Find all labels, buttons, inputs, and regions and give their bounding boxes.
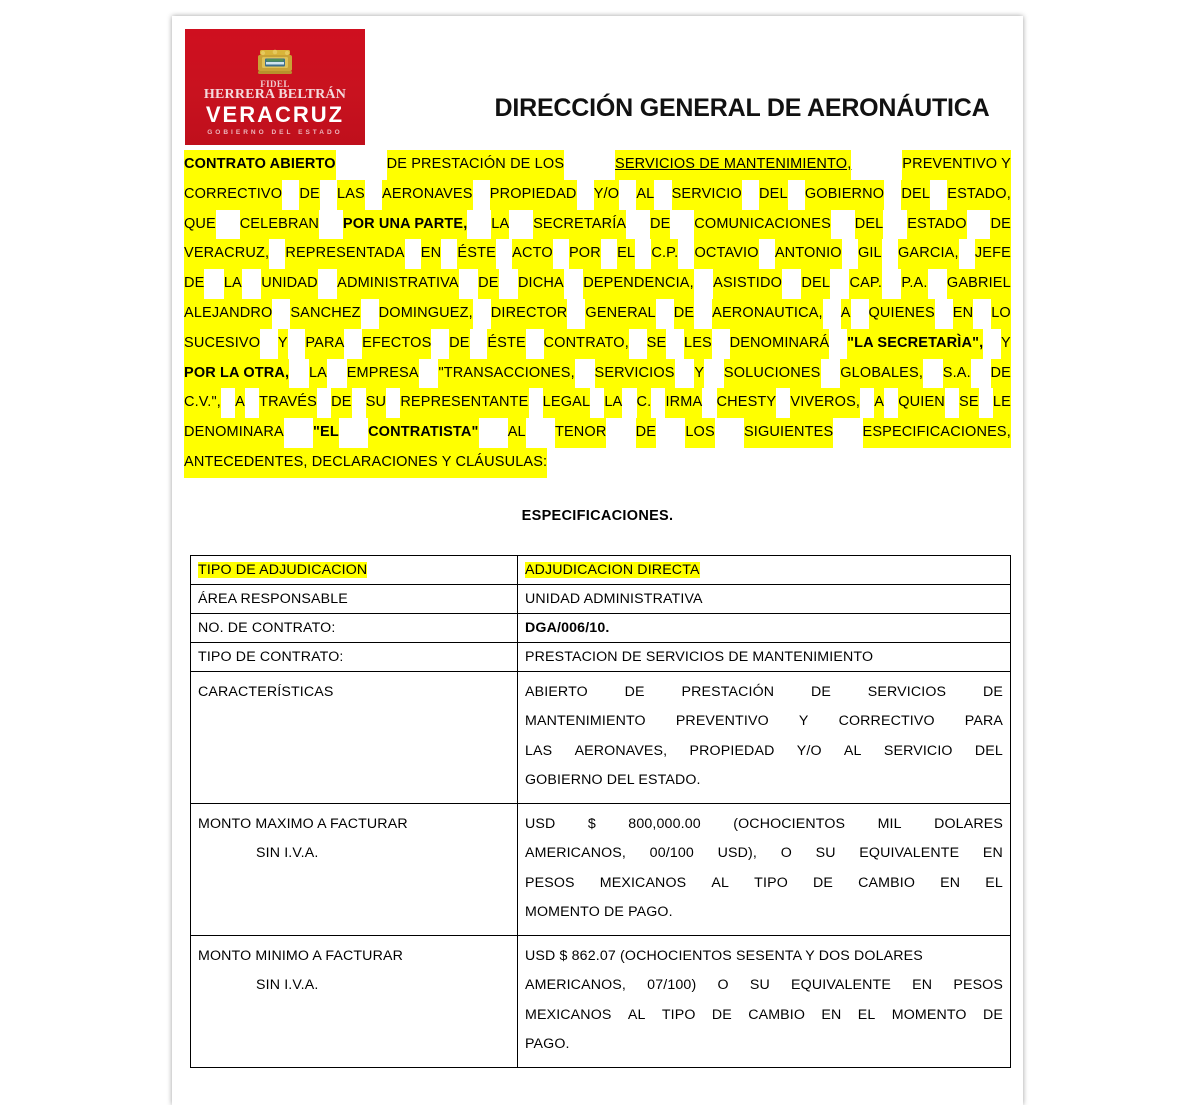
preamble-word: C.V.", bbox=[184, 388, 221, 418]
table-value-word: PESOS bbox=[953, 977, 1003, 994]
table-value-word: PREVENTIVO bbox=[675, 713, 769, 730]
table-value-word: PESOS bbox=[525, 874, 575, 891]
table-value-line bbox=[525, 942, 1003, 972]
preamble-word: POR bbox=[569, 239, 601, 269]
table-value-word: USD bbox=[525, 815, 556, 832]
coat-of-arms-icon bbox=[256, 47, 294, 77]
table-value-word: EN bbox=[912, 977, 933, 994]
preamble-word: JEFE bbox=[975, 239, 1011, 269]
table-value-word: DEL bbox=[974, 742, 1003, 759]
table-value-word: AMERICANOS, bbox=[525, 977, 626, 994]
preamble-word: DIRECTOR bbox=[491, 299, 568, 329]
table-value-word: MIL bbox=[877, 815, 902, 832]
table-value-word: O bbox=[780, 845, 792, 862]
table-row bbox=[191, 584, 1011, 613]
table-value-word: EN bbox=[982, 845, 1003, 862]
preamble-word: SERVICIOS DE MANTENIMIENTO, bbox=[615, 150, 851, 180]
preamble-word: LOS bbox=[685, 418, 714, 448]
preamble-word: LES bbox=[684, 329, 712, 359]
table-cell-value bbox=[518, 803, 1011, 935]
preamble-word: "EL bbox=[313, 418, 339, 448]
table-value-word: SU bbox=[749, 977, 770, 994]
preamble-word: ESTADO, bbox=[947, 180, 1011, 210]
table-cell-value bbox=[518, 671, 1011, 803]
table-label-text: TIPO DE ADJUDICACION bbox=[198, 561, 368, 578]
table-value-line bbox=[525, 648, 1003, 666]
table-value-word: MOMENTO DE PAGO. bbox=[525, 904, 673, 921]
table-label-subtext: SIN I.V.A. bbox=[256, 977, 319, 994]
table-value-word: SERVICIOS bbox=[867, 683, 947, 700]
table-value-word: DOLARES bbox=[934, 815, 1003, 832]
preamble-word: ÉSTE bbox=[487, 329, 525, 359]
table-value-word: 00/100 bbox=[649, 845, 694, 862]
table-value-word: LAS bbox=[525, 742, 553, 759]
preamble-word: ASISTIDO bbox=[713, 269, 782, 299]
table-value-word: EL bbox=[857, 1006, 876, 1023]
preamble-word: EFECTOS bbox=[362, 329, 431, 359]
table-label-text: MONTO MAXIMO A FACTURAR bbox=[198, 815, 408, 832]
preamble-word: DOMINGUEZ, bbox=[379, 299, 473, 329]
preamble-word: SECRETARÍA bbox=[533, 210, 626, 240]
preamble-line bbox=[184, 388, 1011, 418]
table-value-line bbox=[525, 766, 1003, 796]
preamble-word: SE bbox=[647, 329, 667, 359]
preamble-word: Y bbox=[1001, 329, 1011, 359]
table-value-line bbox=[525, 1030, 1003, 1060]
preamble-line bbox=[184, 150, 1011, 180]
table-value-word: MEXICANOS bbox=[599, 874, 687, 891]
table-value-line bbox=[525, 737, 1003, 767]
preamble-word: S.A. bbox=[943, 359, 971, 389]
preamble-word: QUIENES bbox=[869, 299, 935, 329]
preamble-word: VIVEROS, bbox=[790, 388, 860, 418]
preamble-line bbox=[184, 269, 1011, 299]
table-value-word: EQUIVALENTE bbox=[791, 977, 891, 994]
preamble-word: SERVICIOS bbox=[595, 359, 675, 389]
preamble-word: QUIEN bbox=[898, 388, 945, 418]
preamble-word: EL bbox=[617, 239, 635, 269]
table-value-word: USD $ 862.07 (OCHOCIENTOS SESENTA Y DOS DOLARES bbox=[525, 947, 923, 964]
preamble-word: A bbox=[235, 388, 245, 418]
preamble-word: POR LA OTRA, bbox=[184, 359, 289, 389]
preamble-word: SERVICIO bbox=[672, 180, 742, 210]
preamble-word: DEL bbox=[901, 180, 930, 210]
table-row bbox=[191, 803, 1011, 935]
table-value-word: DE bbox=[711, 1006, 732, 1023]
preamble-word: DE bbox=[636, 418, 656, 448]
preamble-word: CONTRATO ABIERTO bbox=[184, 150, 336, 180]
preamble-word: Y bbox=[278, 329, 288, 359]
table-value-word: 07/100) bbox=[647, 977, 697, 994]
table-cell-label bbox=[191, 642, 518, 671]
table-cell-label bbox=[191, 613, 518, 642]
table-value-word: (OCHOCIENTOS bbox=[733, 815, 846, 832]
table-value-line bbox=[525, 678, 1003, 708]
table-value-word: CAMBIO bbox=[858, 874, 916, 891]
page-title: DIRECCIÓN GENERAL DE AERONÁUTICA bbox=[494, 94, 990, 122]
table-value-line bbox=[525, 898, 1003, 928]
preamble-word: A bbox=[841, 299, 851, 329]
preamble-word: GABRIEL bbox=[947, 269, 1011, 299]
logo-state-name: VERACRUZ bbox=[205, 102, 345, 127]
table-value-word: AL bbox=[627, 1006, 646, 1023]
preamble-word: CORRECTIVO bbox=[184, 180, 282, 210]
preamble-word: DEL bbox=[855, 210, 884, 240]
preamble-word: PROPIEDAD bbox=[490, 180, 577, 210]
veracruz-government-logo bbox=[185, 29, 365, 145]
table-value-line bbox=[525, 561, 1003, 579]
preamble-word: DE bbox=[990, 210, 1010, 240]
table-value-word: USD), bbox=[717, 845, 758, 862]
preamble-line bbox=[184, 239, 1011, 269]
preamble-word: DE bbox=[449, 329, 469, 359]
table-value-word: DE bbox=[982, 1006, 1003, 1023]
preamble-word: LO bbox=[991, 299, 1011, 329]
table-value-word: MANTENIMIENTO bbox=[525, 713, 646, 730]
table-cell-label bbox=[191, 803, 518, 935]
specifications-table bbox=[190, 555, 1011, 1068]
preamble-word: CONTRATISTA" bbox=[368, 418, 478, 448]
preamble-word: OCTAVIO bbox=[694, 239, 758, 269]
table-value-word: $ bbox=[587, 815, 596, 832]
table-value-line bbox=[525, 971, 1003, 1001]
preamble-word: EN bbox=[421, 239, 441, 269]
table-value-word: PARA bbox=[964, 713, 1003, 730]
preamble-word: DE bbox=[331, 388, 351, 418]
table-label-text: MONTO MINIMO A FACTURAR bbox=[198, 947, 403, 964]
preamble-word: GARCIA, bbox=[898, 239, 959, 269]
preamble-word: REPRESENTADA bbox=[285, 239, 404, 269]
table-value-line bbox=[525, 1001, 1003, 1031]
preamble-word: A bbox=[874, 388, 884, 418]
table-cell-value bbox=[518, 584, 1011, 613]
preamble-word: Y/O bbox=[594, 180, 619, 210]
table-value-line bbox=[525, 810, 1003, 840]
preamble-word: DE bbox=[674, 299, 694, 329]
table-value-word: ABIERTO bbox=[525, 683, 588, 700]
preamble-word: POR UNA PARTE, bbox=[343, 210, 468, 240]
section-heading-especificaciones: ESPECIFICACIONES. bbox=[521, 507, 674, 524]
preamble-word: DEL bbox=[759, 180, 788, 210]
contract-preamble-paragraph bbox=[184, 150, 1011, 478]
table-value-word: EN bbox=[821, 1006, 842, 1023]
table-value-word: AL bbox=[711, 874, 730, 891]
table-value-word: Y/O bbox=[796, 742, 822, 759]
preamble-word: C.P. bbox=[651, 239, 678, 269]
table-cell-label bbox=[191, 555, 518, 584]
preamble-line bbox=[184, 448, 1011, 478]
table-label-subtext: SIN I.V.A. bbox=[256, 845, 319, 862]
preamble-word: "LA SECRETARÌA", bbox=[847, 329, 983, 359]
preamble-word: C. bbox=[637, 388, 652, 418]
table-value-word: MEXICANOS bbox=[525, 1006, 612, 1023]
logo-last-name: HERRERA BELTRÁN bbox=[203, 87, 347, 102]
table-value-word: CORRECTIVO bbox=[838, 713, 935, 730]
preamble-word: Y bbox=[694, 359, 704, 389]
table-value-word: EN bbox=[940, 874, 961, 891]
preamble-word: SOLUCIONES bbox=[724, 359, 821, 389]
preamble-word: AL bbox=[636, 180, 654, 210]
preamble-word: TENOR bbox=[555, 418, 607, 448]
preamble-word: LEGAL bbox=[543, 388, 591, 418]
document-body bbox=[172, 150, 1023, 1068]
table-value-text: UNIDAD ADMINISTRATIVA bbox=[525, 590, 703, 607]
table-value-word: SERVICIO bbox=[883, 742, 953, 759]
table-value-text: PRESTACION DE SERVICIOS DE MANTENIMIENTO bbox=[525, 648, 874, 665]
preamble-word: DE bbox=[184, 269, 204, 299]
table-value-line bbox=[525, 839, 1003, 869]
table-cell-value bbox=[518, 935, 1011, 1067]
table-row bbox=[191, 613, 1011, 642]
preamble-word: "TRANSACCIONES, bbox=[438, 359, 574, 389]
table-cell-value bbox=[518, 555, 1011, 584]
preamble-word: QUE bbox=[184, 210, 216, 240]
table-value-line bbox=[525, 707, 1003, 737]
table-value-text: DGA/006/10. bbox=[525, 619, 610, 636]
preamble-word: ACTO bbox=[512, 239, 553, 269]
table-value-word: MOMENTO bbox=[891, 1006, 967, 1023]
table-value-word: AERONAVES, bbox=[574, 742, 668, 759]
table-value-word: EQUIVALENTE bbox=[859, 845, 960, 862]
preamble-word: TRAVÉS bbox=[259, 388, 317, 418]
table-row bbox=[191, 935, 1011, 1067]
preamble-word: ANTECEDENTES, DECLARACIONES Y CLÁUSULAS: bbox=[184, 448, 547, 478]
table-label-text: CARACTERÍSTICAS bbox=[198, 683, 334, 700]
table-value-line bbox=[525, 869, 1003, 899]
preamble-line bbox=[184, 329, 1011, 359]
preamble-word: DE PRESTACIÓN DE LOS bbox=[387, 150, 565, 180]
preamble-word: SU bbox=[366, 388, 386, 418]
table-value-word: O bbox=[717, 977, 729, 994]
preamble-word: LAS bbox=[337, 180, 365, 210]
preamble-word: VERACRUZ, bbox=[184, 239, 269, 269]
preamble-word: PREVENTIVO Y bbox=[902, 150, 1011, 180]
table-value-word: PRESTACIÓN bbox=[681, 683, 775, 700]
table-value-word: AL bbox=[843, 742, 862, 759]
table-value-word: DE bbox=[813, 874, 834, 891]
table-value-line bbox=[525, 590, 1003, 608]
preamble-word: ANTONIO bbox=[775, 239, 842, 269]
preamble-word: EMPRESA bbox=[347, 359, 419, 389]
table-value-word: SU bbox=[815, 845, 836, 862]
preamble-word: UNIDAD bbox=[261, 269, 318, 299]
table-value-word: GOBIERNO DEL ESTADO. bbox=[525, 772, 701, 789]
preamble-word: DEL bbox=[801, 269, 830, 299]
logo-government-tagline: GOBIERNO DEL ESTADO bbox=[207, 129, 343, 136]
preamble-word: GLOBALES, bbox=[840, 359, 923, 389]
preamble-word: GOBIERNO bbox=[805, 180, 884, 210]
table-value-word: Y bbox=[798, 713, 809, 730]
table-value-word: AMERICANOS, bbox=[525, 845, 626, 862]
preamble-word: ADMINISTRATIVA bbox=[337, 269, 459, 299]
preamble-line bbox=[184, 359, 1011, 389]
preamble-word: DICHA bbox=[518, 269, 564, 299]
preamble-word: DE bbox=[991, 359, 1011, 389]
table-cell-value bbox=[518, 642, 1011, 671]
preamble-word: DE bbox=[299, 180, 319, 210]
preamble-line bbox=[184, 418, 1011, 448]
table-cell-label bbox=[191, 935, 518, 1067]
table-value-word: DE bbox=[982, 683, 1003, 700]
table-value-word: CAMBIO bbox=[748, 1006, 806, 1023]
preamble-word: SUCESIVO bbox=[184, 329, 260, 359]
preamble-line bbox=[184, 299, 1011, 329]
preamble-word: LA bbox=[309, 359, 327, 389]
table-value-word: 800,000.00 bbox=[628, 815, 701, 832]
table-label-text: TIPO DE CONTRATO: bbox=[198, 648, 344, 665]
preamble-word: EN bbox=[953, 299, 973, 329]
preamble-word: AERONAUTICA, bbox=[712, 299, 823, 329]
preamble-word: GENERAL bbox=[585, 299, 655, 329]
preamble-word: ESPECIFICACIONES, bbox=[863, 418, 1011, 448]
table-cell-label bbox=[191, 671, 518, 803]
preamble-word: GIL bbox=[858, 239, 882, 269]
preamble-line bbox=[184, 210, 1011, 240]
preamble-word: CELEBRAN bbox=[240, 210, 319, 240]
preamble-word: ESTADO bbox=[907, 210, 966, 240]
document-page bbox=[172, 16, 1023, 1105]
preamble-word: REPRESENTANTE bbox=[400, 388, 528, 418]
table-value-word: DE bbox=[624, 683, 645, 700]
logo-first-name: FIDEL bbox=[260, 79, 290, 89]
preamble-word: AERONAVES bbox=[382, 180, 473, 210]
preamble-word: SANCHEZ bbox=[290, 299, 360, 329]
preamble-word: LA bbox=[604, 388, 622, 418]
table-row bbox=[191, 642, 1011, 671]
preamble-word: P.A. bbox=[901, 269, 927, 299]
table-cell-label bbox=[191, 584, 518, 613]
preamble-word: IRMA bbox=[665, 388, 702, 418]
preamble-word: LA bbox=[224, 269, 242, 299]
preamble-word: DEPENDENCIA, bbox=[583, 269, 694, 299]
preamble-word: DENOMINARA bbox=[184, 418, 284, 448]
table-value-word: PROPIEDAD bbox=[689, 742, 775, 759]
table-value-word: DE bbox=[810, 683, 831, 700]
preamble-word: AL bbox=[508, 418, 526, 448]
preamble-word: DENOMINARÁ bbox=[730, 329, 830, 359]
preamble-word: COMUNICACIONES bbox=[694, 210, 831, 240]
table-label-text: ÁREA RESPONSABLE bbox=[198, 590, 348, 607]
preamble-word: PARA bbox=[305, 329, 344, 359]
preamble-word: CHESTY bbox=[717, 388, 777, 418]
preamble-word: CONTRATO, bbox=[544, 329, 629, 359]
document-header bbox=[172, 16, 1023, 150]
table-value-word: EL bbox=[985, 874, 1003, 891]
table-label-text: NO. DE CONTRATO: bbox=[198, 619, 336, 636]
preamble-word: DE bbox=[650, 210, 670, 240]
preamble-word: SIGUIENTES bbox=[744, 418, 833, 448]
preamble-word: DE bbox=[478, 269, 498, 299]
table-row bbox=[191, 555, 1011, 584]
table-value-text: ADJUDICACION DIRECTA bbox=[525, 561, 700, 578]
preamble-word: SE bbox=[959, 388, 979, 418]
preamble-word: ALEJANDRO bbox=[184, 299, 272, 329]
preamble-line bbox=[184, 180, 1011, 210]
preamble-word: CAP. bbox=[849, 269, 882, 299]
table-value-word: TIPO bbox=[754, 874, 788, 891]
table-row bbox=[191, 671, 1011, 803]
table-value-word: PAGO. bbox=[525, 1036, 570, 1053]
table-cell-value bbox=[518, 613, 1011, 642]
preamble-word: LA bbox=[491, 210, 509, 240]
preamble-word: LE bbox=[993, 388, 1011, 418]
table-value-line bbox=[525, 619, 1003, 637]
preamble-word: ÉSTE bbox=[457, 239, 495, 269]
table-value-word: TIPO bbox=[661, 1006, 696, 1023]
